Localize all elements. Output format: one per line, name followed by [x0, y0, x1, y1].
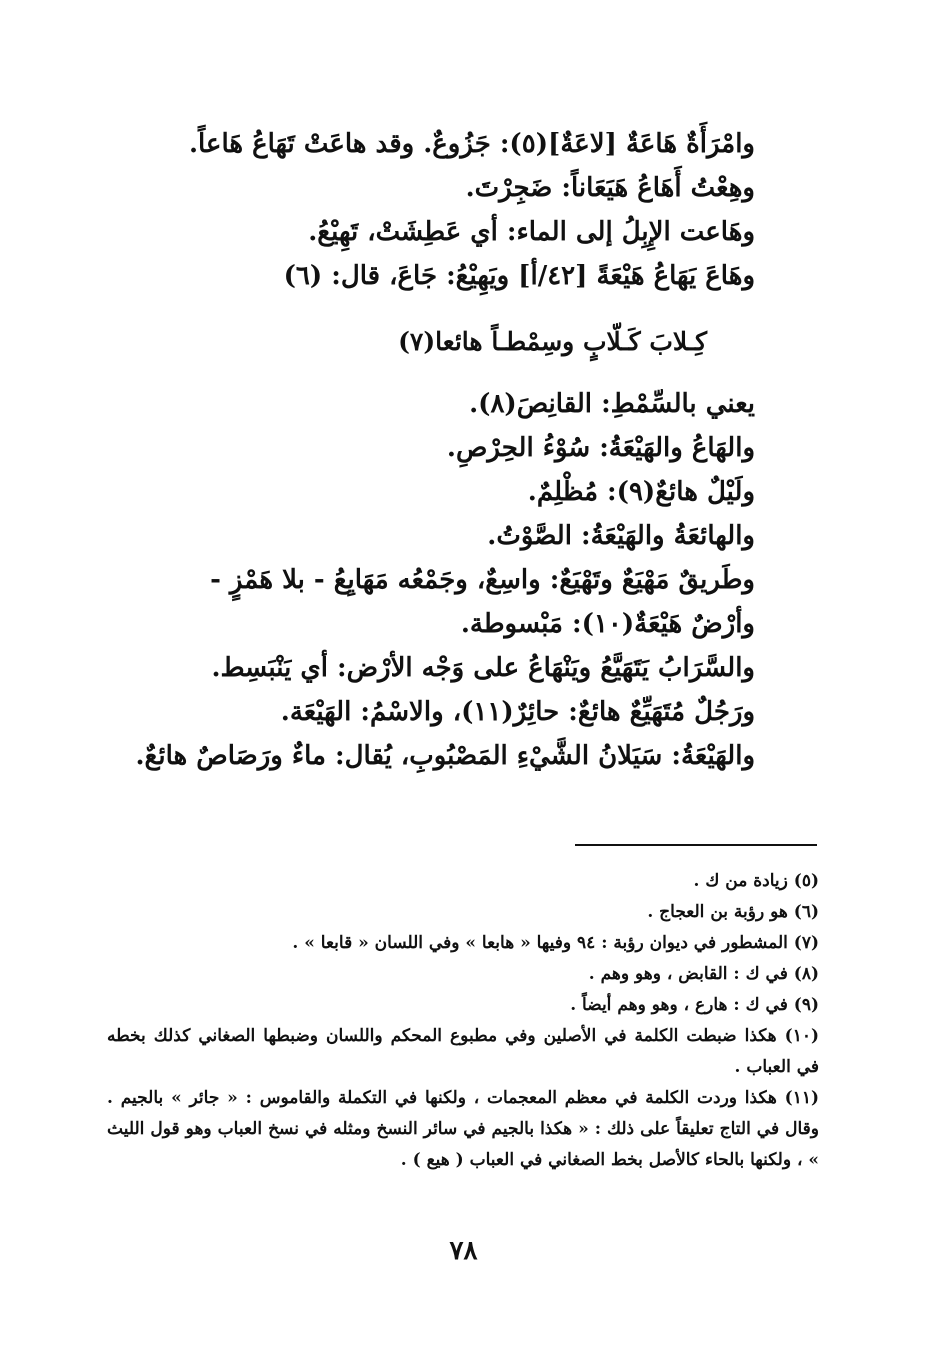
text-line: ولَيْلٌ هائعٌ(٩): مُظْلِمٌ.: [527, 477, 755, 507]
page-number: ٧٨: [449, 1236, 478, 1266]
footnote: (٥) زيادة من ك .: [693, 871, 819, 891]
text-line: يعني بالسِّمْطِ: القانِصَ(٨).: [469, 389, 755, 419]
text-line: وطَريقٌ مَهْيَعٌ وتَهْيَعٌ: واسِعٌ، وجَمْعُه مَهَايِعُ - بلا هَمْزٍ -: [210, 565, 755, 595]
footnote: (٧) المشطور في ديوان رؤبة : ٩٤ وفيها « هابعا » وفي اللسان « قابعا » .: [292, 933, 819, 953]
text-line: وهِعْتُ أَهَاعُ هَيَعَاناً: ضَجِرْتَ.: [465, 173, 755, 203]
text-line: والهَيْعَةُ: سَيَلانُ الشَّيْءِ المَصْبُوبِ، يُقال: ماءٌ ورَصَاصٌ هائعٌ.: [135, 741, 755, 771]
text-line: والهَاعُ والهَيْعَةُ: سُوْءُ الحِرْصِ.: [446, 433, 755, 463]
poetry-verse: كِـلابَ كَـلّابٍ وسِمْطـاً هائعا(٧): [398, 327, 707, 356]
footnote: (٨) في ك : القابض ، وهو وهم .: [588, 964, 819, 984]
footnotes: [107, 866, 819, 1176]
text-line: والهائعَةُ والهَيْعَةُ: الصَّوْتُ.: [487, 521, 755, 551]
footnote: (١٠) هكذا ضبطت الكلمة في الأصلين وفي مطبوع المحكم واللسان وضبطها الصغاني كذلك بخطه في العباب .: [107, 1026, 819, 1077]
footnote: (١١) هكذا وردت الكلمة في معظم المعجمات ، ولكنها في التكملة والقاموس : « جائر » بالجيم . وقال في التاج تعليقاً على ذلك : « هكذا بالجيم في سائر النسخ ومثله في نسخ العباب وهو قول الليث » ، ولكنها بالحاء كالأصل بخط الصغاني في العباب ( هيع ) .: [107, 1088, 819, 1170]
text-line: وهَاعت الإِبِلُ إلى الماء: أي عَطِشَتْ، تَهِيْعُ.: [308, 217, 755, 247]
text-line: والسَّرَابُ يَتَهَيَّعُ ويَنْهَاعُ على وَجْه الأرْض: أي يَنْبَسِط.: [211, 653, 755, 683]
footnote-divider: [575, 844, 817, 846]
text-line: وهَاعَ يَهَاعُ هَيْعَةً [٤٢/أ] ويَهِيْعُ: جَاعَ، قال: (٦): [283, 261, 755, 291]
footnote: (٩) في ك : هارع ، وهو وهم أيضاً .: [570, 995, 819, 1015]
footnote: (٦) هو رؤبة بن العجاج .: [647, 902, 819, 922]
main-text-block: [135, 122, 755, 778]
text-line: وامْرَأَةٌ هَاعَةٌ [لاعَةٌ](٥): جَزُوعٌ. وقد هاعَتْ تَهَاعُ هَاعاً.: [188, 129, 755, 159]
text-line: ورَجُلٌ مُتَهَيِّعٌ هائعٌ: حائِرٌ(١١)، والاسْمُ: الهَيْعَة.: [280, 697, 755, 727]
text-line: وأرْضٌ هَيْعَةٌ(١٠): مَبْسوطة.: [460, 609, 755, 639]
